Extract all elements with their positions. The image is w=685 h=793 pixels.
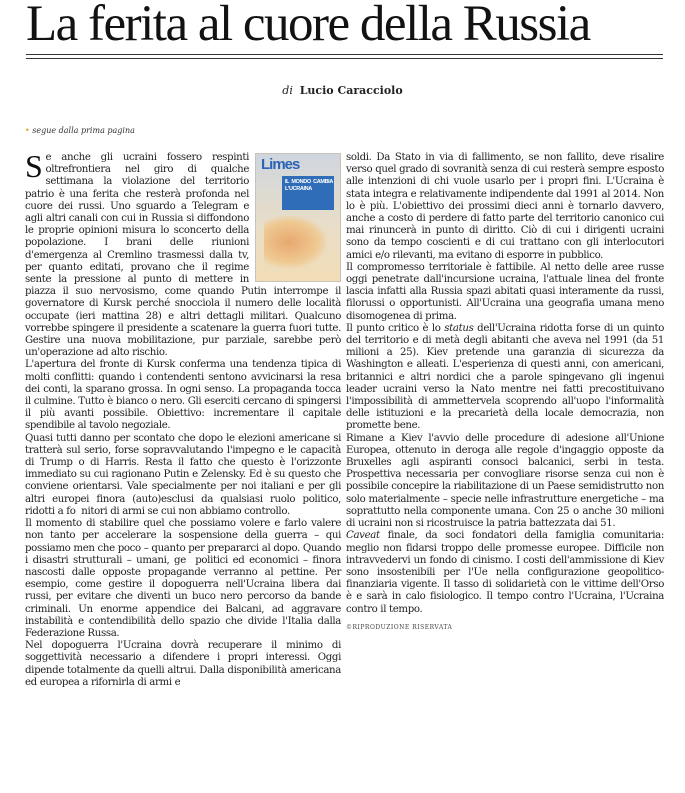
bullet-icon: •	[25, 126, 30, 135]
continuation-note	[25, 126, 135, 135]
paragraph: Caveat finale, da soci fondatori della famiglia comunitaria: meglio non fidarsi troppo delle promesse europee. Difficile non intravvedervi un fondo di cinismo. I costi dell'ammissione di Kiev sono insostenibili per l'Ue nella configurazione geopolitico-finanziaria vigente. Il tasso di solidarietà con le vittime dell'Orso è e sarà in calo fisiologico. Il tempo contro l'Ucraina, l'Ucraina contro il tempo.	[346, 530, 664, 615]
continuation-text: segue dalla prima pagina	[32, 126, 135, 135]
book-cover-logo: Limes	[261, 156, 300, 173]
paragraph: Il punto critico è lo status dell'Ucraina ridotta forse di un quinto del territorio e di metà degli abitanti che aveva nel 1991 (da 51 milioni a 25). Kiev pretende una garanzia di sicurezza da Washington e alleati. L'esperienza di questi anni, con americani, britannici e altri nordici che a parole spingevano gli ingenui leader ucraini verso la Nato mentre nei fatti precostituivano l'impossibilità di ammettervela scoprendo all'uopo l'informalità delle istituzioni e la precarietà della locale democrazia, non promette bene.	[346, 322, 664, 432]
headline-rule-top	[26, 54, 663, 55]
paragraph: Nel dopoguerra l'Ucraina dovrà recuperare il minimo di soggettività necessario a difendere i propri interessi. Oggi dipende totalmente da quelli altrui. Dalla disponibilità americana ed europea a rifornirla di armi e	[25, 640, 341, 688]
article-column-right	[346, 152, 664, 634]
article-column-left	[25, 148, 341, 689]
paragraph: Rimane a Kiev l'avvio delle procedure di adesione all'Unione Europea, ottenuto in deroga alle regole d'ingaggio opposte da Bruxelles agli aspiranti consoci balcanici, serbi in testa. Prospettiva necessaria per convogliare risorse senza cui non è possibile concepire la riabilitazione di un Paese semidistrutto non solo materialmente – specie nelle infrastrutture energetiche – ma soprattutto nella componente umana. Con 25 o anche 30 milioni di ucraini non si ricostruisce la patria battezzata dai 51.	[346, 432, 664, 530]
byline	[0, 84, 685, 97]
paragraph: L'apertura del fronte di Kursk conferma una tendenza tipica di molti conflitti: quando i contendenti sentono avvicinarsi la resa dei conti, la sparano grossa. In ogni senso. La propaganda tocca il culmine. Tutto è bianco o nero. Gli eserciti cercano di spingersi il più avanti possibile. Obiettivo: incrementare il capitale spendibile al tavolo negoziale.	[25, 359, 341, 432]
paragraph: soldi. Da Stato in via di fallimento, se non fallito, deve risalire verso quel grado di sovranità senza di cui resterà sempre esposto alle intenzioni di chi vuole usarlo per i propri fini. L'Ucraina è stata integra e relativamente indipendente dal 1991 al 2014. Non lo è più. L'obiettivo dei prossimi dieci anni è tornarlo davvero, anche a costo di perdere di fatto parte del territorio canonico cui mai rinuncerà in punto di diritto. Ciò di cui i dirigenti ucraini sono da tempo coscienti e di cui trattano con gli interlocutori amici e/o rilevanti, ma evitano di esporre in pubblico.	[346, 152, 664, 261]
copyright-notice: ©RIPRODUZIONE RISERVATA	[346, 623, 453, 631]
book-cover-image	[255, 153, 341, 282]
book-cover-map	[264, 216, 326, 268]
paragraph: Quasi tutti danno per scontato che dopo le elezioni americane si tratterà sul serio, forse sopravvalutando l'impegno e le capacità di Trump o di Harris. Resta il fatto che questo è l'orizzonte immediato su cui ragionano Putin e Zelensky. Ed è su questo che conviene orientarsi. Vale specialmente per noi italiani e per gli altri europei finora (auto)esclusi da qualsiasi ruolo politico, ridotti a fo nitori di armi se cui non abbiamo controllo.	[25, 432, 341, 517]
drop-cap: S	[25, 148, 43, 184]
byline-prefix: di	[282, 84, 293, 97]
paragraph	[25, 148, 341, 359]
headline-rule-bottom	[26, 58, 663, 59]
headline: La ferita al cuore della Russia	[26, 0, 590, 52]
paragraph: Il momento di stabilire quel che possiamo volere e farlo valere non tanto per accelerare la sospensione della guerra – qui possiamo men che poco – quanto per prepararci al dopo. Quando i disastri strutturali – umani, ge politici ed economici – finora nascosti dalle opposte propagande verranno al pettine. Per esempio, come gestire il dopoguerra nell'Ucraina libera dai russi, per evitare che diventi un buco nero percorso da bande criminali. Un enorme appendice dei Balcani, ad aggravare instabilità e contendibilità dello spazio che divide l'Italia dalla Federazione Russa.	[25, 518, 341, 639]
italic-term: Caveat	[346, 530, 380, 542]
paragraph-text: e anche gli ucraini fossero respinti oltrefrontiera nel giro di qualche settimana la violazione del territorio patrio è una ferita che resterà profonda nel cuore dei russi. Uno sguardo a Telegram e agli altri canali con cui in Russia si diffondono le proprie opinioni misura lo sconcerto della popolazione. I brani delle riunioni d'emergenza al Cremlino trasmessi dalla tv, per quanto editati, provano che il regime sente la pressione al punto di mettere in piazza il suo nervosismo, come quando Putin interrompe il governatore di Kursk perché snocciola il numero delle località occupate (ieri mattina 28) e altri dettagli militari. Qualcuno vorrebbe spingere il presidente a scatenare la guerra fuori tutte. Gestire una nuova mobilitazione, pur parziale, sarebbe però un'operazione ad alto rischio.	[25, 152, 341, 359]
book-cover-title: IL MONDO CAMBIA L'UCRAINA	[285, 179, 333, 192]
italic-term: status	[444, 322, 474, 334]
paragraph: Il compromesso territoriale è fattibile. Al netto delle aree russe oggi penetrate dall'incursione ucraina, l'attuale linea del fronte lascia infatti alla Russia spazi abitati quasi interamente da russi, filorussi o opportunisti. All'Ucraina una geografia umana meno disomogenea di prima.	[346, 261, 664, 322]
author-name: Lucio Caracciolo	[299, 84, 403, 97]
